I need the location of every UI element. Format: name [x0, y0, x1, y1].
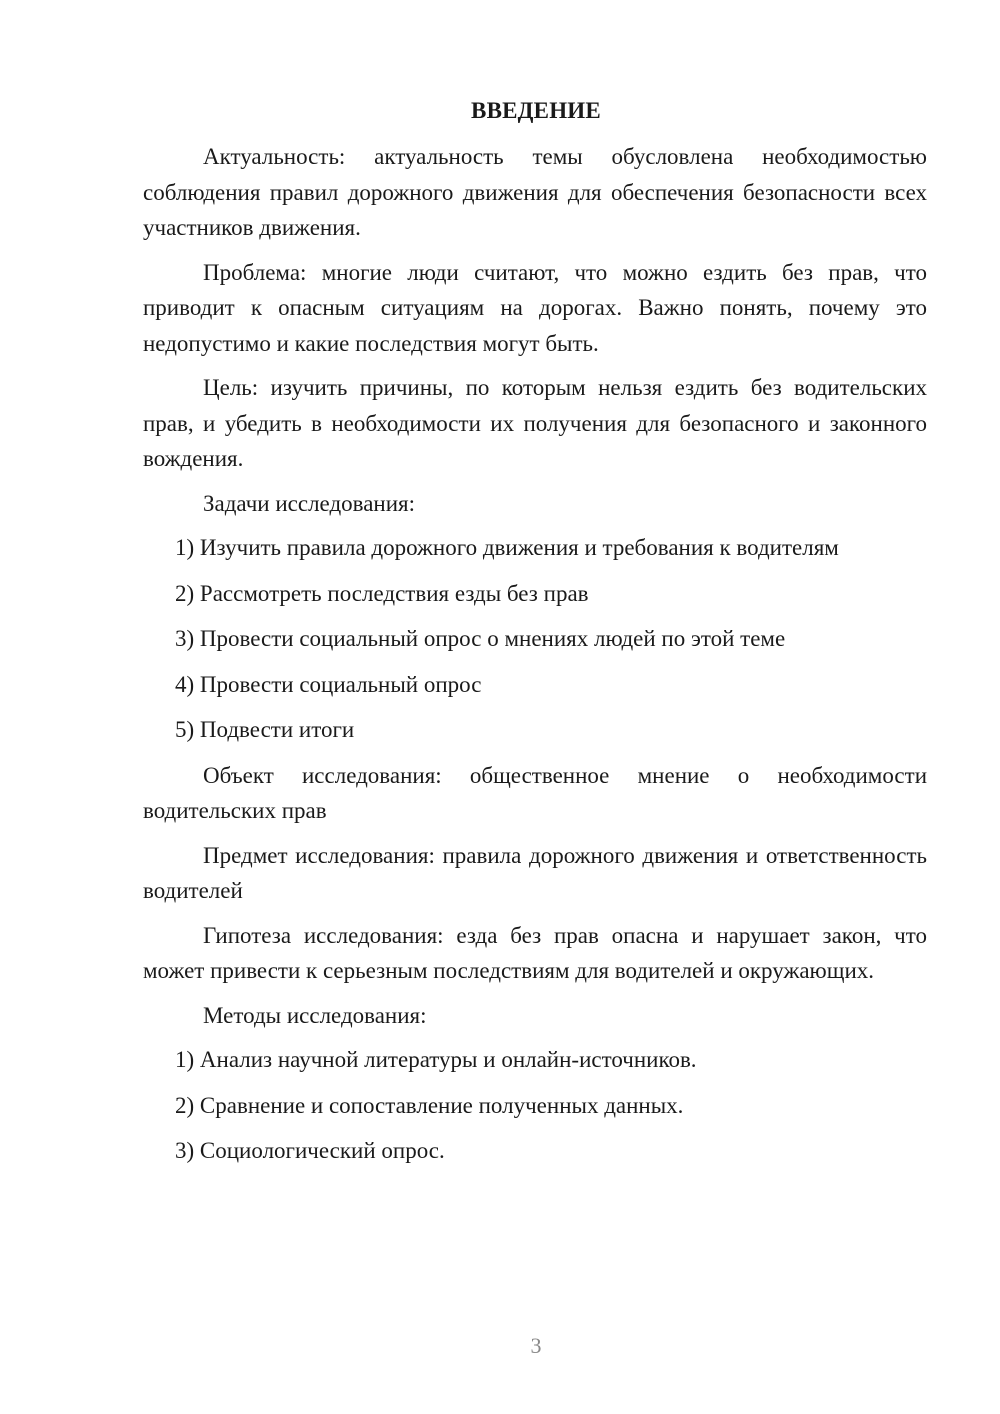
task-item-2: 2) Рассмотреть последствия езды без прав [175, 580, 589, 606]
document-body [143, 139, 927, 1179]
task-item-3: 3) Провести социальный опрос о мнениях людей по этой теме [175, 626, 786, 651]
method-item-2: 2) Сравнение и сопоставление полученных данных. [175, 1092, 684, 1118]
task-item-1: 1) Изучить правила дорожного движения и требования к водителям [175, 535, 839, 560]
subject-paragraph: Предмет исследования: правила дорожного движения и ответственность водителей [143, 842, 927, 903]
relevance-paragraph: Актуальность: актуальность темы обусловлена необходимостью соблюдения правил дорожного движения для обеспечения безопасности всех участников движения. [143, 144, 927, 240]
object-paragraph: Объект исследования: общественное мнение о необходимости водительских прав [143, 762, 927, 823]
task-item-5: 5) Подвести итоги [175, 717, 355, 742]
method-item-1: 1) Анализ научной литературы и онлайн-источников. [175, 1047, 697, 1072]
goal-paragraph: Цель: изучить причины, по которым нельзя ездить без водительских прав, и убедить в необходимости их получения для безопасного и законного вождения. [143, 375, 927, 471]
page-number: 3 [530, 1333, 542, 1358]
section-title: ВВЕДЕНИЕ [471, 98, 601, 123]
problem-paragraph: Проблема: многие люди считают, что можно ездить без прав, что приводит к опасным ситуациям на дорогах. Важно понять, почему это недопустимо и какие последствия могут быть. [143, 259, 927, 356]
method-item-3: 3) Социологический опрос. [175, 1138, 445, 1163]
methods-heading: Методы исследования: [203, 1002, 427, 1028]
tasks-heading: Задачи исследования: [203, 490, 416, 516]
task-item-4: 4) Провести социальный опрос [175, 671, 482, 697]
hypothesis-paragraph: Гипотеза исследования: езда без прав опасна и нарушает закон, что может привести к серьезным последствиям для водителей и окружающих. [143, 922, 927, 983]
